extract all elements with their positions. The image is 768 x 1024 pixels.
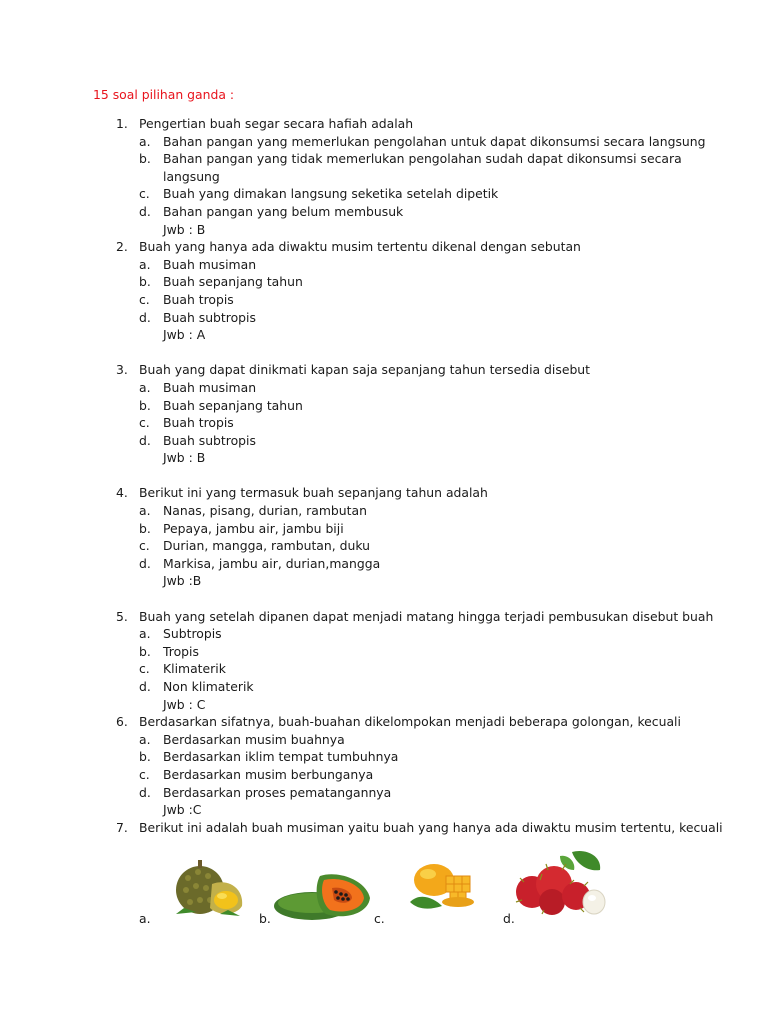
option-text: Berdasarkan musim buahnya bbox=[163, 731, 345, 747]
question-text: Pengertian buah segar secara hafiah adalah bbox=[139, 116, 414, 131]
option-text: Buah subtropis bbox=[163, 432, 256, 448]
answer-key: Jwb :C bbox=[163, 802, 202, 818]
question-number: 1. bbox=[116, 116, 128, 131]
answer-key: Jwb : C bbox=[163, 696, 206, 712]
question-list bbox=[0, 115, 768, 836]
answer-key: Jwb : B bbox=[163, 221, 206, 237]
question-number: 2. bbox=[116, 239, 128, 255]
option-letter: a. bbox=[139, 911, 151, 926]
option-letter: d. bbox=[139, 432, 151, 448]
rambutan-image bbox=[514, 848, 608, 916]
durian-image bbox=[170, 856, 246, 918]
option-letter: c. bbox=[139, 661, 150, 677]
option-text: Buah yang dimakan langsung seketika setelah dipetik bbox=[163, 186, 499, 202]
question-number: 5. bbox=[116, 608, 128, 624]
option-letter: c. bbox=[139, 766, 150, 782]
section-title: 15 soal pilihan ganda : bbox=[93, 87, 235, 102]
option-letter: c. bbox=[139, 291, 150, 307]
option-letter: d. bbox=[503, 911, 515, 926]
mango-image bbox=[406, 858, 478, 914]
option-letter: d. bbox=[139, 555, 151, 571]
option-letter: b. bbox=[139, 520, 151, 536]
option-text: Durian, mangga, rambutan, duku bbox=[163, 538, 370, 554]
option-text: Nanas, pisang, durian, rambutan bbox=[163, 503, 367, 519]
option-text: Bahan pangan yang memerlukan pengolahan untuk dapat dikonsumsi secara langsung bbox=[163, 133, 706, 149]
option-letter: c. bbox=[139, 186, 150, 202]
question-text: Berikut ini adalah buah musiman yaitu buah yang hanya ada diwaktu musim tertentu, kecuali bbox=[139, 819, 723, 835]
question-1 bbox=[0, 115, 768, 238]
option-text: Tropis bbox=[163, 643, 199, 659]
option-letter: a. bbox=[139, 256, 151, 272]
answer-key: Jwb : B bbox=[163, 450, 206, 466]
option-letter: a. bbox=[139, 626, 151, 642]
option-letter: b. bbox=[139, 274, 151, 290]
question-number: 6. bbox=[116, 714, 128, 730]
option-letter: b. bbox=[259, 911, 271, 926]
question-5 bbox=[0, 608, 768, 714]
option-letter: a. bbox=[139, 731, 151, 747]
option-letter: b. bbox=[139, 643, 151, 659]
question-3 bbox=[0, 361, 768, 484]
question-number: 7. bbox=[116, 819, 128, 835]
papaya-image bbox=[272, 868, 372, 924]
option-letter: a. bbox=[139, 133, 151, 149]
option-text: Buah tropis bbox=[163, 291, 234, 307]
option-text: Buah tropis bbox=[163, 415, 234, 431]
option-text: Bahan pangan yang tidak memerlukan pengolahan sudah dapat dikonsumsi secara bbox=[163, 151, 682, 167]
answer-key: Jwb : A bbox=[163, 327, 206, 343]
option-letter: b. bbox=[139, 151, 151, 167]
answer-key: Jwb :B bbox=[163, 573, 202, 589]
option-text: Subtropis bbox=[163, 626, 222, 642]
option-letter: b. bbox=[139, 397, 151, 413]
option-text-continued: langsung bbox=[163, 168, 220, 184]
option-text: Bahan pangan yang belum membusuk bbox=[163, 203, 404, 219]
option-text: Pepaya, jambu air, jambu biji bbox=[163, 520, 344, 536]
option-letter: a. bbox=[139, 379, 151, 395]
option-text: Non klimaterik bbox=[163, 679, 254, 694]
option-text: Berdasarkan iklim tempat tumbuhnya bbox=[163, 749, 399, 765]
question-4 bbox=[0, 484, 768, 607]
question-7-image-options bbox=[0, 848, 768, 928]
option-text: Markisa, jambu air, durian,mangga bbox=[163, 555, 381, 571]
option-letter: d. bbox=[139, 309, 151, 325]
option-letter: d. bbox=[139, 784, 151, 800]
option-text: Klimaterik bbox=[163, 661, 226, 677]
option-text: Buah musiman bbox=[163, 379, 257, 395]
option-letter: c. bbox=[139, 415, 150, 431]
option-text: Buah sepanjang tahun bbox=[163, 274, 303, 290]
question-7 bbox=[0, 819, 768, 837]
option-letter: d. bbox=[139, 203, 151, 219]
option-letter: a. bbox=[139, 503, 151, 519]
option-letter: b. bbox=[139, 749, 151, 765]
option-text: Buah sepanjang tahun bbox=[163, 397, 303, 413]
question-text: Buah yang dapat dinikmati kapan saja sepanjang tahun tersedia disebut bbox=[139, 362, 591, 378]
question-number: 3. bbox=[116, 362, 128, 378]
option-text: Berdasarkan proses pematangannya bbox=[163, 784, 392, 800]
option-text: Buah musiman bbox=[163, 256, 257, 272]
question-text: Buah yang hanya ada diwaktu musim tertentu dikenal dengan sebutan bbox=[139, 239, 581, 255]
option-letter: c. bbox=[139, 538, 150, 554]
option-text: Berdasarkan musim berbunganya bbox=[163, 766, 374, 782]
question-text: Buah yang setelah dipanen dapat menjadi matang hingga terjadi pembusukan disebut buah bbox=[139, 608, 714, 624]
question-text: Berdasarkan sifatnya, buah-buahan dikelompokan menjadi beberapa golongan, kecuali bbox=[139, 714, 681, 730]
question-2 bbox=[0, 238, 768, 361]
question-number: 4. bbox=[116, 485, 128, 501]
question-6 bbox=[0, 713, 768, 819]
option-text: Buah subtropis bbox=[163, 309, 256, 325]
option-letter: c. bbox=[374, 911, 385, 926]
question-text: Berikut ini yang termasuk buah sepanjang tahun adalah bbox=[139, 485, 488, 501]
option-letter: d. bbox=[139, 679, 151, 694]
